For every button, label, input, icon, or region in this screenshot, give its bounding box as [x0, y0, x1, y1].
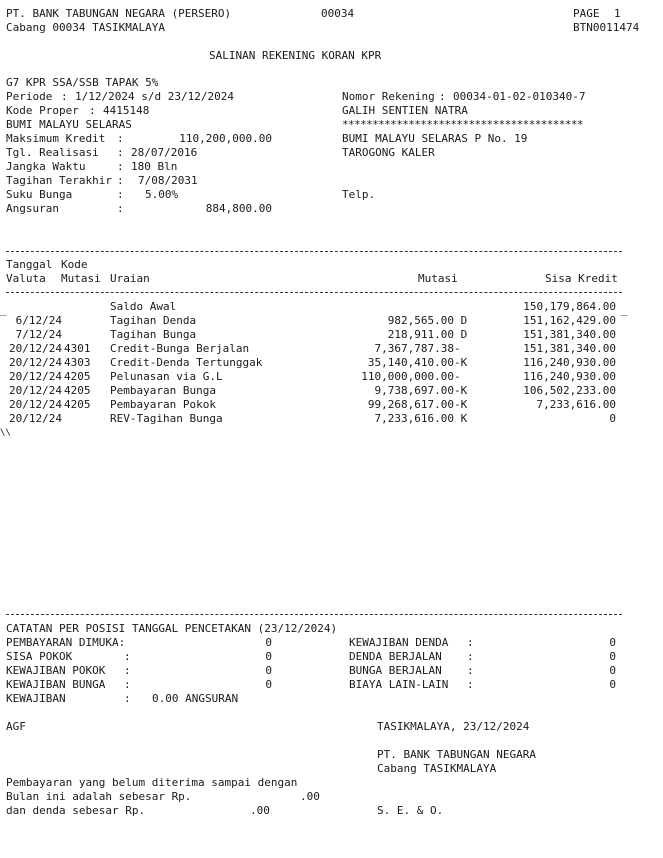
denda-berjalan-value: 0	[609, 650, 616, 663]
bunga-berjalan-value: 0	[609, 664, 616, 677]
row-date: 20/12/24	[9, 370, 62, 383]
kewajiban-pokok-value: 0	[265, 664, 272, 677]
product-name: G7 KPR SSA/SSB TAPAK 5%	[6, 76, 159, 89]
row-sisa-kredit: 116,240,930.00	[523, 370, 616, 383]
footer-message-3-value: .00	[250, 804, 270, 817]
row-code: 4303	[64, 356, 91, 369]
developer-name: BUMI MALAYU SELARAS	[6, 118, 132, 131]
sisa-pokok-value: 0	[265, 650, 272, 663]
kewajiban-value: 0.00 ANGSURAN	[152, 692, 239, 705]
divider	[6, 251, 622, 252]
row-code: 4301	[64, 342, 91, 355]
col-header-tanggal: Tanggal	[6, 258, 53, 271]
row-code: 4205	[64, 384, 91, 397]
periode-value: 1/12/2024 s/d 23/12/2024	[75, 90, 234, 103]
row-sisa-kredit: 151,381,340.00	[523, 342, 616, 355]
row-sisa-kredit: 106,502,233.00	[523, 384, 616, 397]
place-date: TASIKMALAYA, 23/12/2024	[377, 720, 530, 733]
row-date: 20/12/24	[9, 398, 62, 411]
row-mutasi-amount: 7,233,616.00 K	[374, 412, 468, 425]
tagihan-terakhir-label: Tagihan Terakhir	[6, 174, 112, 187]
footer-message-2-value: .00	[300, 790, 320, 803]
row-sisa-kredit: 0	[609, 412, 616, 425]
kode-proper-value: 4415148	[103, 104, 150, 117]
row-date: 20/12/24	[9, 384, 62, 397]
jangka-waktu-value: 180 Bln	[131, 160, 178, 173]
pembayaran-dimuka-label: PEMBAYARAN DIMUKA:	[6, 636, 126, 649]
telp-label: Telp.	[342, 188, 376, 201]
col-header-mutasi: Mutasi	[61, 272, 101, 285]
page-label: PAGE	[573, 7, 600, 20]
maksimum-kredit-label: Maksimum Kredit	[6, 132, 106, 145]
document-title: SALINAN REKENING KORAN KPR	[209, 49, 382, 62]
divider	[6, 614, 622, 615]
page-number: 1	[614, 7, 621, 20]
tgl-realisasi-value: 28/07/2016	[131, 146, 198, 159]
row-mutasi-amount: 218,911.00 D	[387, 328, 468, 341]
row-description: Pelunasan via G.L	[110, 370, 223, 383]
col-header-kode: Kode	[61, 258, 88, 271]
end-mark: \\	[0, 428, 11, 438]
row-description: Saldo Awal	[110, 300, 177, 313]
row-sisa-kredit: 7,233,616.00	[536, 398, 616, 411]
periode-label: Periode	[6, 90, 53, 103]
col-header-sisa-kredit: Sisa Kredit	[545, 272, 618, 285]
row-sisa-kredit: 116,240,930.00	[523, 356, 616, 369]
col-header-uraian: Uraian	[110, 272, 150, 285]
footer-message-2: Bulan ini adalah sebesar Rp.	[6, 790, 192, 803]
row-description: Tagihan Denda	[110, 314, 197, 327]
suku-bunga-value: 5.00%	[145, 188, 179, 201]
notes-title: CATATAN PER POSISI TANGGAL PENCETAKAN (23/12/2024)	[6, 622, 338, 635]
biaya-lain-label: BIAYA LAIN-LAIN	[349, 678, 449, 691]
row-code: 4205	[64, 398, 91, 411]
row-mutasi-amount: 35,140,410.00-K	[367, 356, 468, 369]
kewajiban-bunga-label: KEWAJIBAN BUNGA	[6, 678, 106, 691]
divider	[6, 292, 622, 293]
row-code: 4205	[64, 370, 91, 383]
col-header-mutasi-amount: Mutasi	[418, 272, 458, 285]
angsuran-value: 884,800.00	[205, 202, 272, 215]
row-mutasi-amount: 110,000,000.00-	[361, 370, 461, 383]
row-date: 20/12/24	[9, 412, 62, 425]
row-mutasi-amount: 982,565.00 D	[387, 314, 468, 327]
footer-message-3: dan denda sebesar Rp.	[6, 804, 146, 817]
pembayaran-dimuka-value: 0	[265, 636, 272, 649]
footer-message-1: Pembayaran yang belum diterima sampai dengan	[6, 776, 298, 789]
statement-page: PT. BANK TABUNGAN NEGARA (PERSERO) 00034 PAGE 1 Cabang 00034 TASIKMALAYA BTN0011474 SALINAN REKENING KORAN KPR G7 KPR SSA/SSB TAPAK 5% Periode : 1/12/2024 s/d 23/12/2024 Kode Proper : 4415148 BUMI MALAYU SELARAS Maksimum Kredit : 110,200,000.00 Tgl. Realisasi : 28/07/2016 Jangka Waktu : 180 Bln Tagihan Terakhir : 7/08/2031 Suku Bunga : 5.00% Angsuran : 884,800.00 Nomor Rekening : 00034-01-02-010340-7 GALIH SENTIEN NATRA **************************************** BUMI MALAYU SELARAS P No. 19 TAROGONG KALER Telp. Tanggal Kode Valuta Mutasi Uraian Mutasi Sisa Kredit Saldo Awal 150,179,864.00 6/12/24 Tagihan Denda 982,565.00 D 151,162,429.00 7/12/24 Tagihan Bunga 218,911.00 D 151,381,340.00 20/12/24 4301 Credit-Bunga Berjalan 7,367,787.38- 151,381,340.00 20/12/24 4303 Credit-Denda Tertunggak 35,140,410.00-K 116,240,930.00 20/12/24 4205 Pelunasan via G.L 110,000,000.00- 116,240,930.00 20/12/24 4205 Pembayaran Bunga 9,738,697.00-K 106,502,233.00 20/12/24 4205 Pembayaran Pokok 99,268,617.00-K 7,233,616.00 20/12/24 REV-Tagihan Bunga 7,233,616.00 K 0 _ _ \\ CATATAN PER POSISI TANGGAL PENCETAKAN (23/12/2024) PEMBAYARAN DIMUKA: 0 SISA POKOK : 0 KEWAJIBAN POKOK : 0 KEWAJIBAN BUNGA : 0 KEWAJIBAN : 0.00 ANGSURAN KEWAJIBAN DENDA : 0 DENDA BERJALAN : 0 BUNGA BERJALAN : 0 BIAYA LAIN-LAIN : 0 AGF TASIKMALAYA, 23/12/2024 PT. BANK TABUNGAN NEGARA Cabang TASIKMALAYA Pembayaran yang belum diterima sampai dengan Bulan ini adalah sebesar Rp. .00 dan denda sebesar Rp. .00 S. E. & O.	[0, 7, 640, 817]
margin-mark-right: _	[621, 303, 628, 316]
row-date: 20/12/24	[9, 342, 62, 355]
nomor-rekening-value: 00034-01-02-010340-7	[453, 90, 586, 103]
row-mutasi-amount: 99,268,617.00-K	[367, 398, 468, 411]
address-line-2: TAROGONG KALER	[342, 146, 435, 159]
row-description: Pembayaran Pokok	[110, 398, 216, 411]
row-date: 20/12/24	[9, 356, 62, 369]
address-line-1: BUMI MALAYU SELARAS P No. 19	[342, 132, 528, 145]
doc-code: BTN0011474	[573, 21, 640, 34]
kewajiban-label: KEWAJIBAN	[6, 692, 66, 705]
nomor-rekening-label: Nomor Rekening	[342, 90, 435, 103]
tagihan-terakhir-value: 7/08/2031	[138, 174, 198, 187]
row-sisa-kredit: 151,381,340.00	[523, 328, 616, 341]
row-description: Credit-Denda Tertunggak	[110, 356, 263, 369]
kewajiban-denda-label: KEWAJIBAN DENDA	[349, 636, 449, 649]
bunga-berjalan-label: BUNGA BERJALAN	[349, 664, 442, 677]
customer-name: GALIH SENTIEN NATRA	[342, 104, 468, 117]
maksimum-kredit-value: 110,200,000.00	[179, 132, 272, 145]
branch-code: 00034	[321, 7, 355, 20]
row-date: 6/12/24	[15, 314, 62, 327]
margin-mark-left: _	[0, 303, 7, 316]
signer-bank: PT. BANK TABUNGAN NEGARA	[377, 748, 536, 761]
kewajiban-denda-value: 0	[609, 636, 616, 649]
row-date: 7/12/24	[15, 328, 62, 341]
suku-bunga-label: Suku Bunga	[6, 188, 73, 201]
angsuran-label: Angsuran	[6, 202, 59, 215]
jangka-waktu-label: Jangka Waktu	[6, 160, 86, 173]
row-description: REV-Tagihan Bunga	[110, 412, 223, 425]
masked-line: ****************************************	[342, 118, 583, 131]
row-sisa-kredit: 150,179,864.00	[523, 300, 616, 313]
row-description: Pembayaran Bunga	[110, 384, 216, 397]
row-mutasi-amount: 9,738,697.00-K	[374, 384, 468, 397]
operator-code: AGF	[6, 720, 26, 733]
col-header-valuta: Valuta	[6, 272, 46, 285]
branch-name: Cabang 00034 TASIKMALAYA	[6, 21, 165, 34]
kewajiban-pokok-label: KEWAJIBAN POKOK	[6, 664, 106, 677]
seo-note: S. E. & O.	[377, 804, 444, 817]
row-description: Tagihan Bunga	[110, 328, 197, 341]
kode-proper-label: Kode Proper	[6, 104, 79, 117]
biaya-lain-value: 0	[609, 678, 616, 691]
kewajiban-bunga-value: 0	[265, 678, 272, 691]
sisa-pokok-label: SISA POKOK	[6, 650, 73, 663]
row-sisa-kredit: 151,162,429.00	[523, 314, 616, 327]
bank-name: PT. BANK TABUNGAN NEGARA (PERSERO)	[6, 7, 232, 20]
tgl-realisasi-label: Tgl. Realisasi	[6, 146, 99, 159]
row-description: Credit-Bunga Berjalan	[110, 342, 250, 355]
signer-branch: Cabang TASIKMALAYA	[377, 762, 497, 775]
denda-berjalan-label: DENDA BERJALAN	[349, 650, 442, 663]
row-mutasi-amount: 7,367,787.38-	[374, 342, 461, 355]
